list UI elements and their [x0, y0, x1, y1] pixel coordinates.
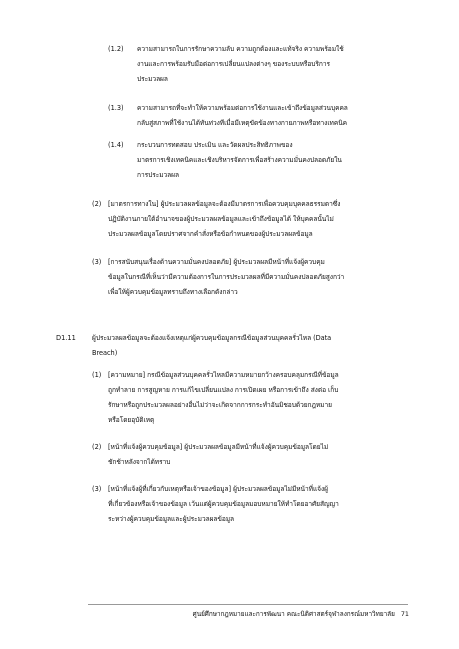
item-number-1-2: (1.2): [108, 45, 124, 53]
text-line: เพื่อให้ผู้ควบคุมข้อมูลทราบถึงทางเลือกดังกล่าว: [108, 288, 238, 296]
text-line: ประมวลผลข้อมูลโดยปราศจากคำสั่งหรือข้อกำหนดของผู้ประมวลผลข้อมูล: [108, 230, 313, 238]
page-footer: [193, 609, 409, 619]
item-number-1-3: (1.3): [108, 104, 124, 112]
text-line: ระหว่างผู้ควบคุมข้อมูลและผู้ประมวลผลข้อมูล: [108, 515, 235, 523]
text-line: การประมวลผล: [137, 171, 179, 179]
page-number: 71: [400, 610, 409, 618]
text-line: ชักช้าหลังจากได้ทราบ: [108, 458, 171, 466]
text-line: กระบวนการทดสอบ ประเมิน และวัดผลประสิทธิภาพของ: [137, 141, 293, 149]
text-line: [หน้าที่แจ้งผู้ที่เกี่ยวกับเหตุหรือเจ้าของข้อมูล] ผู้ประมวลผลข้อมูลไม่มีหน้าที่แจ้งผู้: [108, 485, 328, 493]
section-number-d1-11: D1.11: [56, 334, 76, 342]
section-heading-line: Breach): [92, 349, 118, 357]
item-number-2b: (2): [92, 443, 102, 451]
item-number-2: (2): [92, 200, 102, 208]
item-number-1: (1): [92, 371, 102, 379]
section-heading-line: ผู้ประมวลผลข้อมูลจะต้องแจ้งเหตุแก่ผู้ควบคุมข้อมูลกรณีข้อมูลส่วนบุคคลรั่วไหล (Data: [92, 334, 332, 342]
text-line: [ความหมาย] กรณีข้อมูลส่วนบุคคลรั่วไหลมีความหมายกว้างครอบคลุมกรณีที่ข้อมูล: [108, 371, 339, 379]
text-line: ที่เกี่ยวข้องหรือเจ้าของข้อมูล เว้นแต่ผู้ควบคุมข้อมูลมอบหมายให้ทำโดยอาศัยสัญญา: [108, 500, 339, 508]
item-number-3: (3): [92, 258, 102, 266]
text-line: [มาตรการทางใน] ผู้ประมวลผลข้อมูลจะต้องมีมาตรการเพื่อควบคุมบุคคลธรรมดาซึ่ง: [108, 200, 341, 208]
text-line: [การสนับสนุนเรื่องด้านความมั่นคงปลอดภัย] ผู้ประมวลผลมีหน้าที่แจ้งผู้ควบคุม: [108, 258, 325, 266]
text-line: กลับสู่สภาพที่ใช้งานได้ทันท่วงทีเมื่อมีเหตุขัดข้องทางกายภาพหรือทางเทคนิค: [137, 119, 348, 127]
text-line: มาตรการเชิงเทคนิคและเชิงบริหารจัดการเพื่อสร้างความมั่นคงปลอดภัยใน: [137, 156, 342, 164]
text-line: ความสามารถในการรักษาความลับ ความถูกต้องและแท้จริง ความพร้อมใช้: [137, 45, 344, 53]
text-line: [หน้าที่แจ้งผู้ควบคุมข้อมูล] ผู้ประมวลผลข้อมูลมีหน้าที่แจ้งผู้ควบคุมข้อมูลโดยไม่: [108, 443, 329, 451]
item-number-3b: (3): [92, 485, 102, 493]
text-line: ข้อมูลในกรณีที่เห็นว่ามีความต้องการในการประมวลผลที่มีความมั่นคงปลอดภัยสูงกว่า: [108, 273, 345, 281]
text-line: ความสามารถที่จะทำให้ความพร้อมต่อการใช้งานและเข้าถึงข้อมูลส่วนบุคคล: [137, 104, 348, 112]
text-line: รักษาหรือถูกประมวลผลอย่างอื่นไม่ว่าจะเกิดจากการกระทำอันมิชอบด้วยกฎหมาย: [108, 401, 332, 409]
footer-text: ศูนย์ศึกษากฎหมายและการพัฒนา คณะนิติศาสตร์จุฬาลงกรณ์มหาวิทยาลัย: [192, 610, 395, 618]
text-line: ปฏิบัติงานภายใต้อำนาจของผู้ประมวลผลข้อมูลและเข้าถึงข้อมูลได้ ให้บุคคลนั้นไม่: [108, 215, 334, 223]
text-line: ถูกทำลาย การสูญหาย การแก้ไขเปลี่ยนแปลง การเปิดเผย หรือการเข้าถึง ส่งต่อ เก็บ: [108, 386, 339, 394]
footer-divider: [88, 604, 408, 605]
item-number-1-4: (1.4): [108, 141, 124, 149]
text-line: ประมวลผล: [137, 75, 168, 83]
text-line: หรือโดยอุบัติเหตุ: [108, 416, 155, 424]
text-line: งานและการพร้อมรับมือต่อการเปลี่ยนแปลงต่างๆ ของระบบหรือบริการ: [137, 60, 330, 68]
